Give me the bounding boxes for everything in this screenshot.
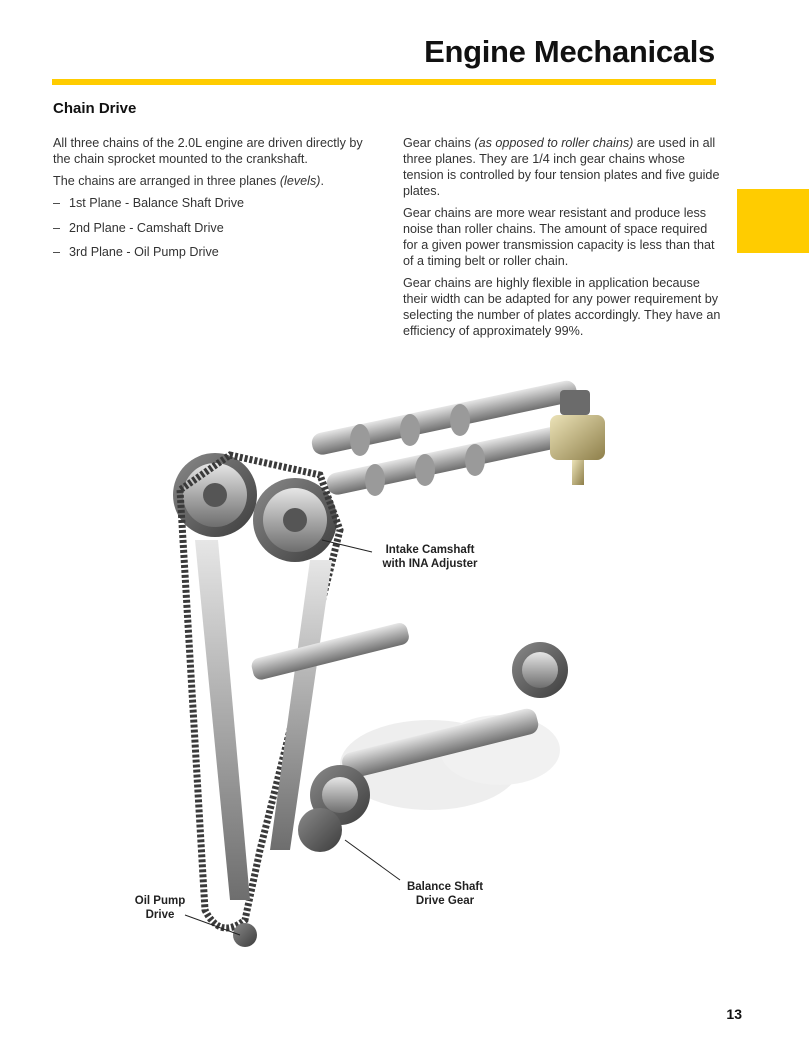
left-paragraph-2-emphasis: (levels) (279, 174, 321, 188)
balance-gears (298, 765, 370, 852)
right-paragraph-2: Gear chains are more wear resistant and produce less noise than roller chains. The amount of space required for a given power transmission capacity is less than that of a timing belt or roller chain. (403, 206, 715, 268)
left-paragraph-2 (53, 173, 373, 189)
list-item (53, 195, 373, 211)
list-item (53, 244, 373, 260)
right-paragraph-1-emphasis: (as opposed to roller chains) (474, 136, 634, 150)
right-paragraph-3: Gear chains are highly flexible in application because their width can be adapted for any power requirement by selecting the number of plates accordingly. They have an efficiency of approximately 99%. (403, 276, 721, 338)
callout-intake-camshaft: Intake Camshaft with INA Adjuster (382, 544, 478, 570)
header-rule (52, 79, 716, 85)
list-item-text: 1st Plane - Balance Shaft Drive (69, 196, 245, 210)
section-title: Chain Drive (53, 100, 137, 117)
oil-pump-sprocket (233, 923, 257, 947)
left-paragraph-2-text: The chains are arranged in three planes (53, 174, 280, 188)
left-paragraph-2-end: . (320, 174, 324, 188)
list-item-text: 3rd Plane - Oil Pump Drive (69, 245, 219, 260)
page-header-title: Engine Mechanicals (424, 34, 715, 69)
right-paragraph-1-start: Gear chains (403, 136, 475, 150)
plane-list (53, 195, 373, 260)
list-dash: – (53, 245, 61, 260)
callout-oil-pump-drive: Oil Pump Drive (134, 895, 186, 921)
left-column (53, 135, 373, 269)
left-paragraph-1: All three chains of the 2.0L engine are driven directly by the chain sprocket mounted to the crankshaft. (53, 136, 363, 166)
list-item-text: 2nd Plane - Camshaft Drive (69, 220, 224, 235)
right-paragraph-1-end: are used in all three planes. They are 1/4 inch gear chains whose tension is controlled by four tension plates and five guide plates. (403, 136, 720, 198)
page-number: 13 (726, 1006, 742, 1022)
callout-balance-shaft-gear: Balance Shaft Drive Gear (406, 881, 484, 907)
list-dash: – (53, 220, 61, 235)
right-column (403, 135, 721, 345)
right-paragraph-1 (403, 135, 721, 199)
chain-drive-illustration (110, 380, 640, 970)
camshafts (310, 380, 579, 497)
list-item (53, 220, 373, 236)
chapter-tab (737, 189, 809, 253)
accessory-pulley (512, 642, 568, 698)
list-dash: – (53, 196, 61, 210)
